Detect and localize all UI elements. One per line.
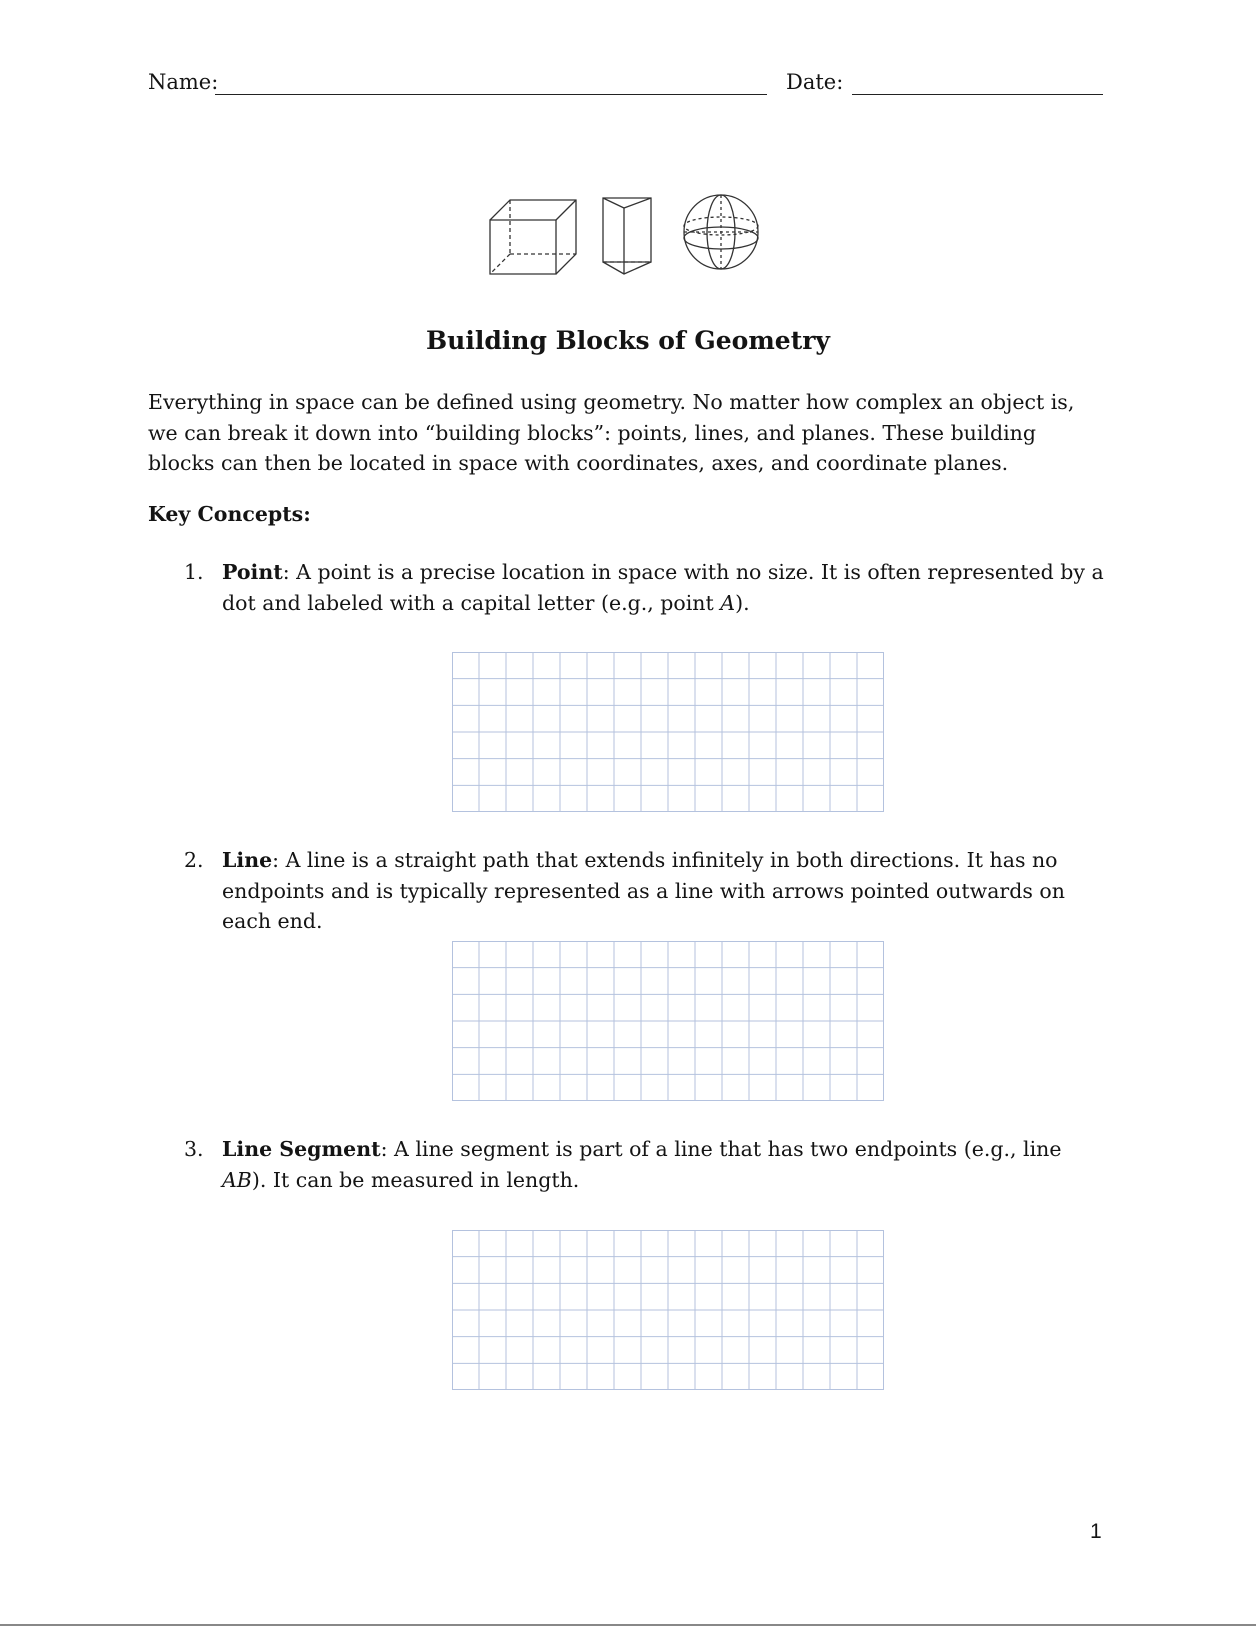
item-text: A line is a straight path that extends infinitely in both directions. It has no endpoints and is typically represented as a line with arrows pointed outwards on each end. xyxy=(222,848,1065,933)
header-row xyxy=(148,70,1103,102)
item-number: 1. xyxy=(184,560,204,584)
name-blank[interactable] xyxy=(215,94,767,95)
item-number: 3. xyxy=(184,1137,204,1161)
page-number: 1 xyxy=(1090,1520,1102,1543)
item-text-end: ). xyxy=(735,590,750,615)
concept-item-line xyxy=(184,845,1110,937)
item-separator: : xyxy=(272,848,286,872)
page-bottom-rule xyxy=(0,1624,1256,1626)
concept-item-point xyxy=(184,557,1110,618)
item-variable: AB xyxy=(222,1167,252,1192)
date-blank[interactable] xyxy=(852,94,1103,95)
intro-text: Everything in space can be defined using geometry. No matter how complex an object is, we can break it down into “building blocks”: points, lines, and planes. These building blocks can then be located in space with coordinates, axes, and coordinate planes. xyxy=(148,390,1075,475)
prism-drawing xyxy=(603,198,651,274)
sphere-drawing xyxy=(684,195,758,269)
item-body xyxy=(222,845,1110,937)
graph-grid-line[interactable] xyxy=(452,941,884,1101)
item-term: Line xyxy=(222,848,273,872)
cube-drawing xyxy=(490,200,576,274)
item-number: 2. xyxy=(184,848,204,872)
name-label: Name: xyxy=(148,70,219,94)
item-body xyxy=(222,557,1110,618)
item-text-end: ). It can be measured in length. xyxy=(251,1167,580,1192)
graph-grid-line-segment[interactable] xyxy=(452,1230,884,1390)
item-separator: : xyxy=(380,1137,395,1161)
item-body xyxy=(222,1134,1110,1195)
page-title: Building Blocks of Geometry xyxy=(426,326,830,355)
geometric-solids-illustration xyxy=(480,186,780,288)
item-variable: A xyxy=(720,590,736,615)
date-label: Date: xyxy=(786,70,844,94)
item-text: A line segment is part of a line that has two endpoints (e.g., line xyxy=(394,1137,1062,1161)
item-term: Line Segment xyxy=(222,1137,381,1161)
item-text: A point is a precise location in space with no size. It is often represented by a dot and labeled with a capital letter (e.g., point xyxy=(222,560,1104,615)
intro-paragraph xyxy=(148,387,1108,479)
concept-item-line-segment xyxy=(184,1134,1110,1195)
item-separator: : xyxy=(282,560,297,584)
item-term: Point xyxy=(222,560,283,584)
key-concepts-heading: Key Concepts: xyxy=(148,502,311,526)
graph-grid-point[interactable] xyxy=(452,652,884,812)
